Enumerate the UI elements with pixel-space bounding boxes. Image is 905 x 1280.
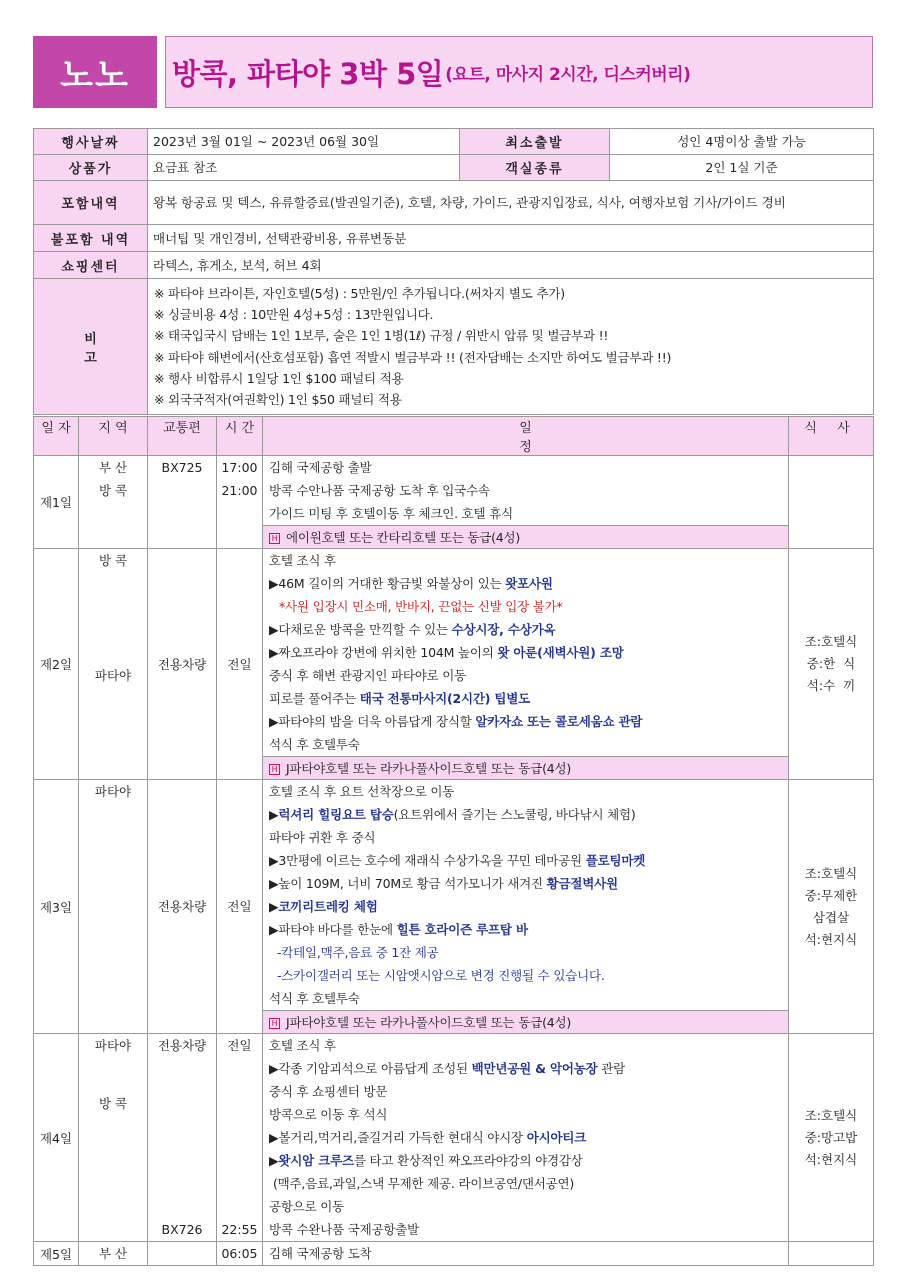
schedule-line: ▶짜오프라야 강변에 위치한 104M 높이의 왓 아룬(새벽사원) 조망: [269, 645, 624, 660]
price-value: 요금표 참조: [148, 155, 460, 181]
schedule-subnote: -스카이갤러리 또는 시암앳시암으로 변경 진행될 수 있습니다.: [277, 968, 605, 983]
hotel-icon: H: [269, 533, 280, 544]
time-cell: [217, 549, 263, 780]
schedule-line: 공항으로 이동: [269, 1199, 345, 1214]
min-departure-value: 성인 4명이상 출발 가능: [610, 129, 874, 155]
schedule-line: ▶높이 109M, 너비 70M로 황금 석가모니가 새겨진 황금절벽사원: [269, 876, 618, 891]
itinerary-row: [34, 456, 874, 549]
region-cell: [79, 549, 148, 780]
page-subtitle: (요트, 마사지 2시간, 디스커버리): [445, 64, 691, 85]
header-time: 시 간: [217, 417, 263, 456]
region-list: [79, 456, 147, 502]
region-name: 부 산: [98, 460, 128, 475]
info-table: [33, 128, 874, 415]
header-transport: 교통편: [148, 417, 217, 456]
schedule-highlight: 왓포사원: [505, 576, 553, 591]
schedule-highlight: 수상시장, 수상가옥: [451, 622, 556, 637]
schedule-line: ▶46M 길이의 거대한 황금빛 와불상이 있는 왓포사원: [269, 576, 553, 591]
note-line: ※ 파타야 해변에서(산호섬포함) 흡연 적발시 벌금부과 !! (전자담배는 소지만 하여도 벌금부과 !!): [154, 349, 672, 365]
hotel-icon: H: [269, 764, 280, 775]
schedule-line: 호텔 조식 후: [269, 553, 336, 568]
page-title-box: [165, 36, 873, 108]
schedule-line: ▶3만평에 이르는 호수에 재래식 수상가옥을 꾸민 테마공원 플로팅마켓: [269, 853, 646, 868]
schedule-line: ▶왓시암 크루즈를 타고 환상적인 짜오프라야강의 야경감상: [269, 1153, 583, 1168]
region-name: 파타야: [94, 668, 132, 683]
note-line: ※ 외국국적자(여권확인) 1인 $50 패널티 적용: [154, 392, 402, 408]
meal-item: 석:수 끼: [806, 678, 856, 693]
meal-item: 조:호텔식: [804, 1107, 858, 1123]
region-name: 파타야: [94, 784, 132, 799]
transport-cell: [148, 1242, 217, 1266]
region-list: [79, 549, 147, 687]
period-value: 2023년 3월 01일 ~ 2023년 06월 30일: [148, 129, 460, 155]
meal-item: 중:망고밥: [804, 1129, 858, 1145]
schedule-line: (맥주,음료,과일,스낵 무제한 제공. 라이브공연/댄서공연): [273, 1176, 575, 1191]
region-name: 부 산: [98, 1246, 128, 1261]
notes-label: 비 고: [34, 279, 148, 415]
hotel-icon: H: [269, 1018, 280, 1029]
price-label: 상품가: [34, 155, 148, 181]
shopping-value: 라텍스, 휴게소, 보석, 허브 4회: [148, 252, 874, 279]
time-cell: [217, 1034, 263, 1242]
itinerary-row: [34, 1242, 874, 1266]
region-cell: [79, 1034, 148, 1242]
region-name: 파타야: [94, 1038, 132, 1053]
schedule-cell: [263, 549, 789, 780]
meal-cell: [789, 549, 874, 780]
notes-cell: [148, 279, 874, 415]
hotel-line: [263, 1010, 788, 1033]
schedule-line: 호텔 조식 후: [269, 1038, 336, 1053]
note-line: ※ 행사 비합류시 1일당 1인 $100 패널티 적용: [154, 370, 404, 386]
header-region: 지 역: [79, 417, 148, 456]
hotel-line: [263, 525, 788, 548]
meal-item: 조:호텔식: [804, 865, 858, 881]
transport-name: 전용차량: [157, 899, 207, 914]
time-value: 17:00: [221, 460, 258, 475]
transport-name: 전용차량: [157, 1038, 207, 1053]
schedule-line: 김해 국제공항 도착: [269, 1246, 372, 1261]
transport-cell: [148, 1034, 217, 1242]
time-value: 전일: [227, 656, 252, 672]
schedule-line: ▶파타야 바다를 한눈에 힐튼 호라이즌 루프탑 바: [269, 922, 528, 937]
hotel-name: J파타야호텔 또는 라카나풀사이드호텔 또는 동급(4성): [286, 761, 572, 776]
transport-name: BX726: [161, 1222, 203, 1237]
time-value: 22:55: [221, 1222, 258, 1237]
header-day: 일 자: [34, 417, 79, 456]
schedule-highlight: 플로팅마켓: [585, 853, 646, 868]
schedule-cell: [263, 456, 789, 549]
schedule-line: ▶다채로운 방콕을 만끽할 수 있는 수상시장, 수상가옥: [269, 622, 556, 637]
itinerary-row: [34, 549, 874, 780]
schedule-cell: [263, 1034, 789, 1242]
brand-badge: 노노: [33, 36, 157, 108]
region-cell: [79, 456, 148, 549]
schedule-line: [263, 595, 788, 618]
schedule-line: 방콕 수안나품 국제공항 도착 후 입국수속: [269, 483, 490, 498]
meal-cell: [789, 780, 874, 1034]
time-cell: [217, 1242, 263, 1266]
time-value: 21:00: [221, 483, 258, 498]
schedule-line: 방콕 수완나품 국제공항출발: [269, 1222, 420, 1237]
meal-item: 삼겹살: [812, 909, 850, 925]
day-cell: 제3일: [34, 780, 79, 1034]
region-cell: [79, 1242, 148, 1266]
header-meal: 식 사: [789, 417, 874, 456]
schedule-line: 피로를 풀어주는 태국 전통마사지(2시간) 팁별도: [269, 691, 531, 706]
schedule-line: [263, 964, 788, 987]
note-line: ※ 태국입국시 담배는 1인 1보루, 술은 1인 1병(1ℓ) 규정 / 위반시 압류 및 벌금부과 !!: [154, 328, 609, 344]
region-list: [79, 1242, 147, 1265]
transport-name: [148, 1242, 216, 1265]
region-name: 방 콕: [98, 553, 128, 568]
meal-item: 조:호텔식: [804, 634, 858, 649]
region-name: 방 콕: [98, 1095, 128, 1111]
schedule-line: 호텔 조식 후 요트 선착장으로 이동: [269, 784, 455, 799]
schedule-highlight: 왓시암 크루즈: [278, 1153, 354, 1168]
hotel-line: [263, 756, 788, 779]
min-departure-label: 최소출발: [460, 129, 610, 155]
schedule-line: ▶볼거리,먹거리,즐길거리 가득한 현대식 야시장 아시아티크: [269, 1130, 587, 1145]
shopping-label: 쇼핑센터: [34, 252, 148, 279]
schedule-highlight: 태국 전통마사지(2시간) 팁별도: [359, 691, 531, 706]
day-cell: 제1일: [34, 456, 79, 549]
time-cell: [217, 780, 263, 1034]
transport-cell: [148, 780, 217, 1034]
day-cell: 제4일: [34, 1034, 79, 1242]
meal-cell: [789, 456, 874, 549]
room-type-label: 객실종류: [460, 155, 610, 181]
period-label: 행사날짜: [34, 129, 148, 155]
time-value: 전일: [227, 1038, 252, 1053]
schedule-line: 방콕으로 이동 후 석식: [269, 1107, 388, 1122]
schedule-line: 중식 후 해변 관광지인 파타야로 이동: [269, 668, 466, 683]
schedule-cell: [263, 1242, 789, 1266]
schedule-line: 석식 후 호텔투숙: [269, 737, 360, 752]
region-list: [79, 780, 147, 803]
notes-list: [148, 283, 873, 411]
schedule-line: 가이드 미팅 후 호텔이동 후 체크인. 호텔 휴식: [269, 506, 513, 521]
meal-cell: [789, 1034, 874, 1242]
meal-item: 석:현지식: [804, 1151, 858, 1167]
schedule-line: 중식 후 쇼핑센터 방문: [269, 1084, 388, 1099]
schedule-highlight: 알카자쇼 또는 콜로세움쇼 관람: [475, 714, 643, 729]
schedule-line: ▶코끼리트레킹 체험: [269, 899, 378, 914]
room-type-value: 2인 1실 기준: [610, 155, 874, 181]
schedule-line: 김해 국제공항 출발: [269, 460, 372, 475]
schedule-highlight: 왓 아룬(새벽사원) 조망: [497, 645, 624, 660]
time-value: 전일: [227, 899, 252, 914]
schedule-highlight: 코끼리트레킹 체험: [278, 899, 378, 914]
transport-name: BX725: [161, 460, 203, 475]
meal-item: 석:현지식: [804, 931, 858, 947]
header-schedule: 일 정: [263, 417, 789, 456]
transport-name: 전용차량: [157, 656, 207, 672]
excluded-value: 매너팁 및 개인경비, 선택관광비용, 유류변동분: [148, 225, 874, 252]
note-line: ※ 파타야 브라이튼, 자인호텔(5성) : 5만원/인 추가됩니다.(써차지 별도 추가): [154, 285, 565, 301]
schedule-line: ▶각종 기암괴석으로 아름답게 조성된 백만년공원 & 악어농장 관람: [269, 1061, 626, 1076]
region-name: 방 콕: [98, 483, 128, 498]
itinerary-row: [34, 780, 874, 1034]
schedule-highlight: 아시아티크: [526, 1130, 587, 1145]
hotel-name: J파타야호텔 또는 라카나풀사이드호텔 또는 동급(4성): [286, 1015, 572, 1030]
transport-cell: [148, 549, 217, 780]
time-cell: [217, 456, 263, 549]
itinerary-row: [34, 1034, 874, 1242]
meal-item: 중:무제한: [804, 887, 858, 903]
schedule-highlight: 백만년공원 & 악어농장: [471, 1061, 598, 1076]
region-list: [79, 1034, 147, 1115]
schedule-line: [263, 941, 788, 964]
schedule-highlight: 럭셔리 힐링요트 탑승: [278, 807, 394, 822]
meal-item: 중:한 식: [806, 656, 856, 671]
day-cell: 제2일: [34, 549, 79, 780]
page-title: 방콕, 파타야 3박 5일: [172, 56, 444, 91]
itinerary-body: [34, 456, 874, 1266]
time-value: 06:05: [221, 1246, 258, 1261]
schedule-line: 석식 후 호텔투숙: [269, 991, 360, 1006]
schedule-highlight: 힐튼 호라이즌 루프탑 바: [396, 922, 528, 937]
itinerary-table: [33, 416, 874, 1266]
hotel-name: 에이원호텔 또는 칸타리호텔 또는 동급(4성): [286, 530, 521, 545]
note-line: ※ 싱글비용 4성 : 10만원 4성+5성 : 13만원입니다.: [154, 306, 434, 322]
day-cell: 제5일: [34, 1242, 79, 1266]
schedule-highlight: 황금절벽사원: [546, 876, 618, 891]
included-label: 포함내역: [34, 181, 148, 225]
schedule-cell: [263, 780, 789, 1034]
excluded-label: 불포함 내역: [34, 225, 148, 252]
schedule-line: ▶럭셔리 힐링요트 탑승(요트위에서 즐기는 스노쿨링, 바다낚시 체험): [269, 807, 636, 822]
schedule-warning: *사원 입장시 민소매, 반바지, 끈없는 신발 입장 불가*: [279, 599, 563, 614]
included-value: 왕복 항공료 및 텍스, 유류할증료(발권일기준), 호텔, 차량, 가이드, 관광지입장료, 식사, 여행자보험 기사/가이드 경비: [148, 181, 874, 225]
transport-cell: [148, 456, 217, 549]
schedule-subnote: -칵테일,맥주,음료 중 1잔 제공: [277, 945, 439, 960]
schedule-line: 파타야 귀환 후 중식: [269, 830, 376, 845]
schedule-line: ▶파타야의 밤을 더욱 아름답게 장식할 알카자쇼 또는 콜로세움쇼 관람: [269, 714, 643, 729]
region-cell: [79, 780, 148, 1034]
meal-cell: [789, 1242, 874, 1266]
